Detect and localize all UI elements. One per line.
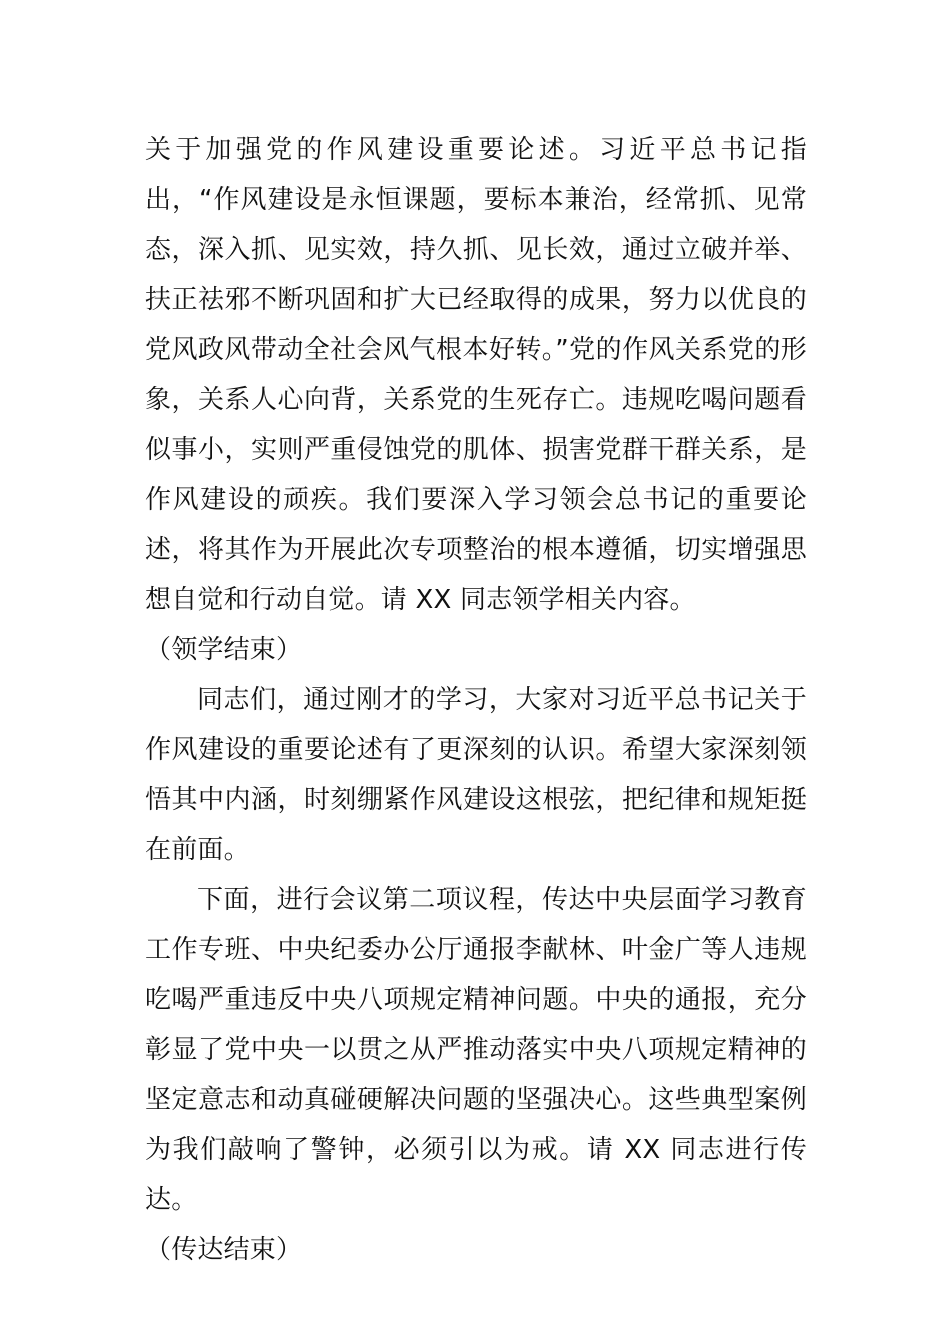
- stage-note-study-end: （领学结束）: [145, 635, 303, 665]
- paragraph-second-agenda: 下面，进行会议第二项议程，传达中央层面学习教育工作专班、中央纪委办公厅通报李献林、叶金广等人违规吃喝严重违反中央八项规定精神问题。中央的通报，充分彰显了党中央一以贯之从严推动落实中央八项规定精神的坚定意志和动真碰硬解决问题的坚强决心。这些典型案例为我们敲响了警钟，必须引以为戒。请 XX 同志进行传达。: [145, 885, 807, 1215]
- paragraph-study-continuation: 关于加强党的作风建设重要论述。习近平总书记指出，“作风建设是永恒课题，要标本兼治，经常抓、见常态，深入抓、见实效，持久抓、见长效，通过立破并举、扶正祛邪不断巩固和扩大已经取得的成果，努力以优良的党风政风带动全社会风气根本好转。”党的作风关系党的形象，关系人心向背，关系党的生死存亡。违规吃喝问题看似事小，实则严重侵蚀党的肌体、损害党群干群关系，是作风建设的顽疾。我们要深入学习领会总书记的重要论述，将其作为开展此次专项整治的根本遵循，切实增强思想自觉和行动自觉。请 XX 同志领学相关内容。: [145, 135, 807, 615]
- paragraph-study-summary: 同志们，通过刚才的学习，大家对习近平总书记关于作风建设的重要论述有了更深刻的认识。希望大家深刻领悟其中内涵，时刻绷紧作风建设这根弦，把纪律和规矩挺在前面。: [145, 685, 807, 865]
- stage-note-transmit-end: （传达结束）: [145, 1235, 303, 1265]
- document-body: [145, 125, 807, 1275]
